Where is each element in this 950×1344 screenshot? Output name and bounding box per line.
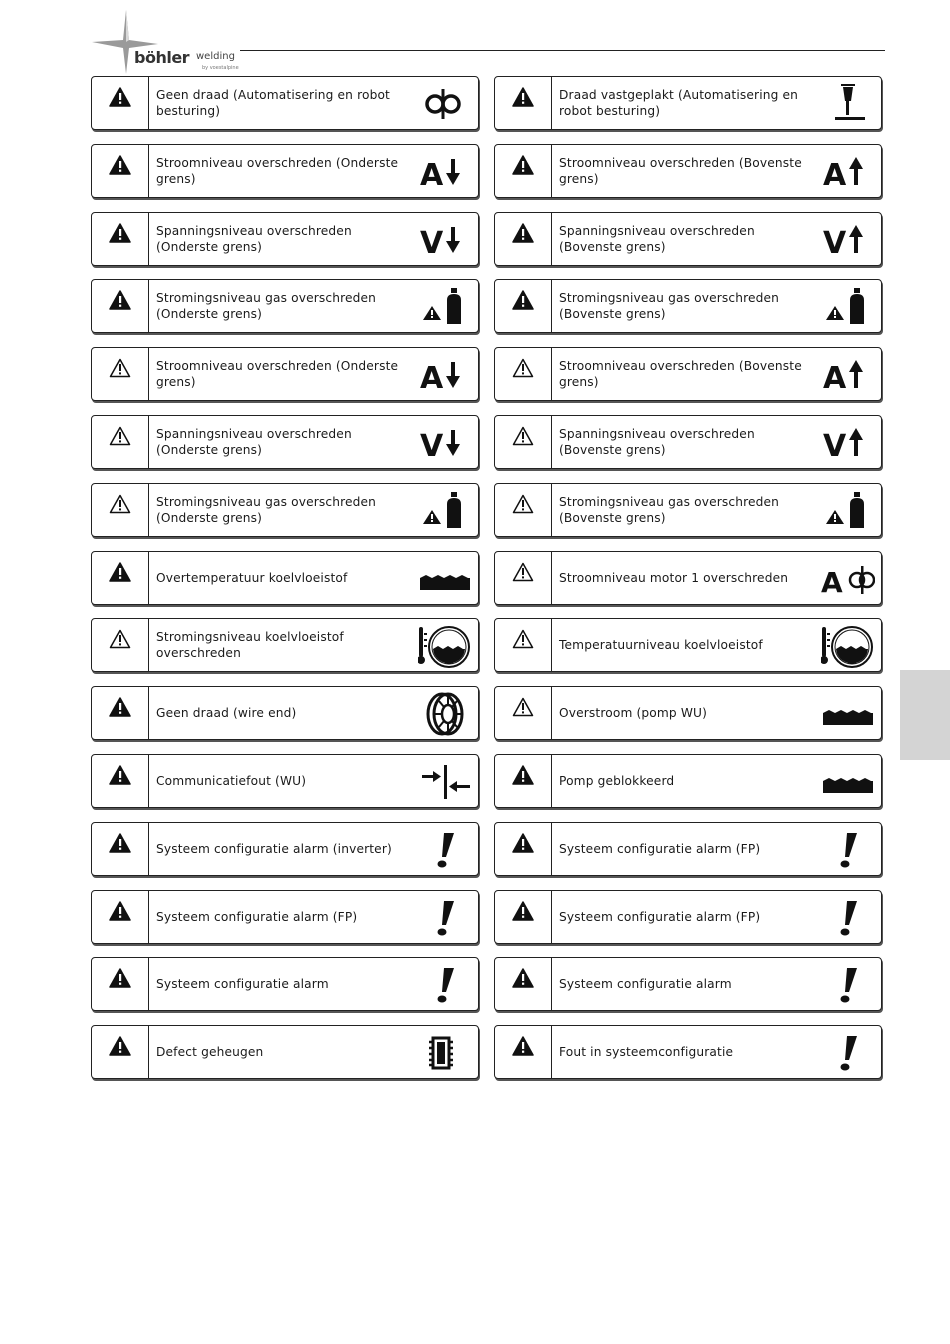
svg-text:V: V [823, 226, 847, 261]
exclamation-icon [418, 962, 472, 1008]
voltage-low-icon [418, 217, 472, 263]
alarm-card [494, 754, 882, 808]
alarm-description: Spanningsniveau overschreden (Onderste grens) [156, 224, 352, 254]
alarm-card [91, 686, 479, 740]
current-high-icon [821, 352, 875, 398]
svg-text:V: V [420, 226, 444, 261]
coolant-wave-icon [418, 556, 472, 602]
coolant-thermo-icon [418, 623, 472, 669]
alarm-description: Stromingsniveau gas overschreden (Bovenste grens) [559, 495, 780, 525]
alarm-card [91, 279, 479, 333]
alarm-triangle-icon [495, 145, 552, 197]
alarm-card [91, 76, 479, 130]
alarm-description: Systeem configuratie alarm (FP) [559, 910, 761, 924]
svg-text:A: A [823, 158, 847, 193]
alarm-description: Stroomniveau overschreden (Onderste grens) [156, 156, 399, 186]
alarm-triangle-icon [92, 823, 149, 875]
alarm-description: Defect geheugen [156, 1045, 264, 1059]
svg-text:A: A [823, 361, 847, 396]
bohler-welding-logo [90, 8, 260, 76]
alarm-triangle-icon [495, 213, 552, 265]
alarm-description: Stromingsniveau gas overschreden (Onderste grens) [156, 495, 377, 525]
alarm-card [494, 483, 882, 537]
alarm-card [91, 212, 479, 266]
svg-text:V: V [823, 429, 847, 464]
current-high-icon [821, 149, 875, 195]
alarm-description: Temperatuurniveau koelvloeistof [559, 638, 763, 652]
warning-triangle-icon [92, 484, 149, 536]
logo-brand-suffix: welding [196, 51, 235, 62]
coolant-wave-icon [821, 759, 875, 805]
warning-triangle-icon [495, 552, 552, 604]
warning-triangle-icon [92, 348, 149, 400]
wire-spool-icon [418, 691, 472, 737]
alarm-description: Stroomniveau overschreden (Bovenste grens) [559, 156, 802, 186]
voltage-high-icon [821, 217, 875, 263]
alarm-triangle-icon [92, 145, 149, 197]
svg-text:A: A [420, 158, 444, 193]
alarm-description: Fout in systeemconfiguratie [559, 1045, 734, 1059]
exclamation-icon [821, 895, 875, 941]
alarm-triangle-icon [92, 687, 149, 739]
logo-tagline: by voestalpine [202, 65, 239, 71]
motor-current-icon [821, 556, 875, 602]
svg-text:V: V [420, 429, 444, 464]
alarm-description: Draad vastgeplakt (Automatisering en robot besturing) [559, 88, 799, 118]
voltage-low-icon [418, 420, 472, 466]
alarm-triangle-icon [495, 1026, 552, 1078]
alarm-card [91, 890, 479, 944]
alarm-description: Overstroom (pomp WU) [559, 706, 707, 720]
warning-triangle-icon [92, 619, 149, 671]
alarm-description: Stromingsniveau gas overschreden (Onderste grens) [156, 291, 377, 321]
gas-bottle-icon [821, 284, 875, 330]
alarm-card [494, 212, 882, 266]
alarm-card [91, 415, 479, 469]
alarm-card [91, 144, 479, 198]
alarm-description: Overtemperatuur koelvloeistof [156, 571, 348, 585]
alarm-card [494, 347, 882, 401]
logo-brand: böhler [134, 48, 190, 67]
exclamation-icon [418, 827, 472, 873]
exclamation-icon [821, 1030, 875, 1076]
alarm-card [91, 347, 479, 401]
alarm-triangle-icon [92, 958, 149, 1010]
alarm-description: Geen draad (Automatisering en robot besturing) [156, 88, 390, 118]
alarm-triangle-icon [92, 77, 149, 129]
svg-text:A: A [420, 361, 444, 396]
alarm-triangle-icon [92, 755, 149, 807]
alarm-card [494, 551, 882, 605]
coolant-thermo-icon [821, 623, 875, 669]
alarm-card [91, 618, 479, 672]
alarm-description: Systeem configuratie alarm [156, 977, 329, 991]
communication-icon [418, 759, 472, 805]
alarm-card [91, 483, 479, 537]
alarm-card [91, 551, 479, 605]
voltage-high-icon [821, 420, 875, 466]
header-rule [240, 50, 885, 51]
gas-bottle-icon [418, 488, 472, 534]
alarm-triangle-icon [495, 280, 552, 332]
alarm-card [494, 144, 882, 198]
svg-text:A: A [821, 566, 843, 599]
alarm-description: Spanningsniveau overschreden (Onderste grens) [156, 427, 352, 457]
alarm-card [494, 279, 882, 333]
alarm-description: Stroomniveau motor 1 overschreden [559, 571, 789, 585]
warning-triangle-icon [495, 619, 552, 671]
torch-stuck-icon [821, 81, 875, 127]
alarm-description: Systeem configuratie alarm (FP) [559, 842, 761, 856]
alarm-card [91, 822, 479, 876]
current-low-icon [418, 149, 472, 195]
warning-triangle-icon [495, 484, 552, 536]
alarm-card [91, 957, 479, 1011]
alarm-triangle-icon [92, 552, 149, 604]
alarm-description: Systeem configuratie alarm (FP) [156, 910, 358, 924]
alarm-card [494, 822, 882, 876]
alarm-card [494, 415, 882, 469]
current-low-icon [418, 352, 472, 398]
alarm-card [91, 754, 479, 808]
alarm-description: Pomp geblokkeerd [559, 774, 675, 788]
alarm-triangle-icon [92, 280, 149, 332]
alarm-triangle-icon [92, 891, 149, 943]
alarm-card [494, 76, 882, 130]
alarm-card [494, 957, 882, 1011]
alarm-triangle-icon [495, 958, 552, 1010]
exclamation-icon [821, 827, 875, 873]
alarm-description: Communicatiefout (WU) [156, 774, 307, 788]
alarm-card [91, 1025, 479, 1079]
gas-bottle-icon [418, 284, 472, 330]
exclamation-icon [821, 962, 875, 1008]
alarm-description: Stroomniveau overschreden (Onderste grens) [156, 359, 399, 389]
warning-triangle-icon [495, 687, 552, 739]
alarm-card [494, 618, 882, 672]
warning-triangle-icon [495, 348, 552, 400]
alarm-description: Stromingsniveau gas overschreden (Bovenste grens) [559, 291, 780, 321]
alarm-triangle-icon [92, 1026, 149, 1078]
exclamation-icon [418, 895, 472, 941]
alarm-description: Spanningsniveau overschreden (Bovenste grens) [559, 224, 755, 254]
alarm-description: Systeem configuratie alarm (inverter) [156, 842, 392, 856]
alarm-triangle-icon [495, 891, 552, 943]
alarm-card [494, 686, 882, 740]
alarm-triangle-icon [495, 823, 552, 875]
warning-triangle-icon [495, 416, 552, 468]
alarm-description: Geen draad (wire end) [156, 706, 297, 720]
chapter-tab [900, 670, 950, 760]
alarm-description: Stromingsniveau koelvloeistof overschreden [156, 630, 344, 660]
alarm-triangle-icon [495, 755, 552, 807]
alarm-description: Stroomniveau overschreden (Bovenste grens) [559, 359, 802, 389]
alarm-description: Systeem configuratie alarm [559, 977, 732, 991]
alarm-triangle-icon [92, 213, 149, 265]
alarm-description: Spanningsniveau overschreden (Bovenste grens) [559, 427, 755, 457]
memory-chip-icon [418, 1030, 472, 1076]
alarm-card [494, 1025, 882, 1079]
alarm-card [494, 890, 882, 944]
wire-feed-icon [418, 81, 472, 127]
warning-triangle-icon [92, 416, 149, 468]
gas-bottle-icon [821, 488, 875, 534]
alarm-triangle-icon [495, 77, 552, 129]
coolant-wave-icon [821, 691, 875, 737]
